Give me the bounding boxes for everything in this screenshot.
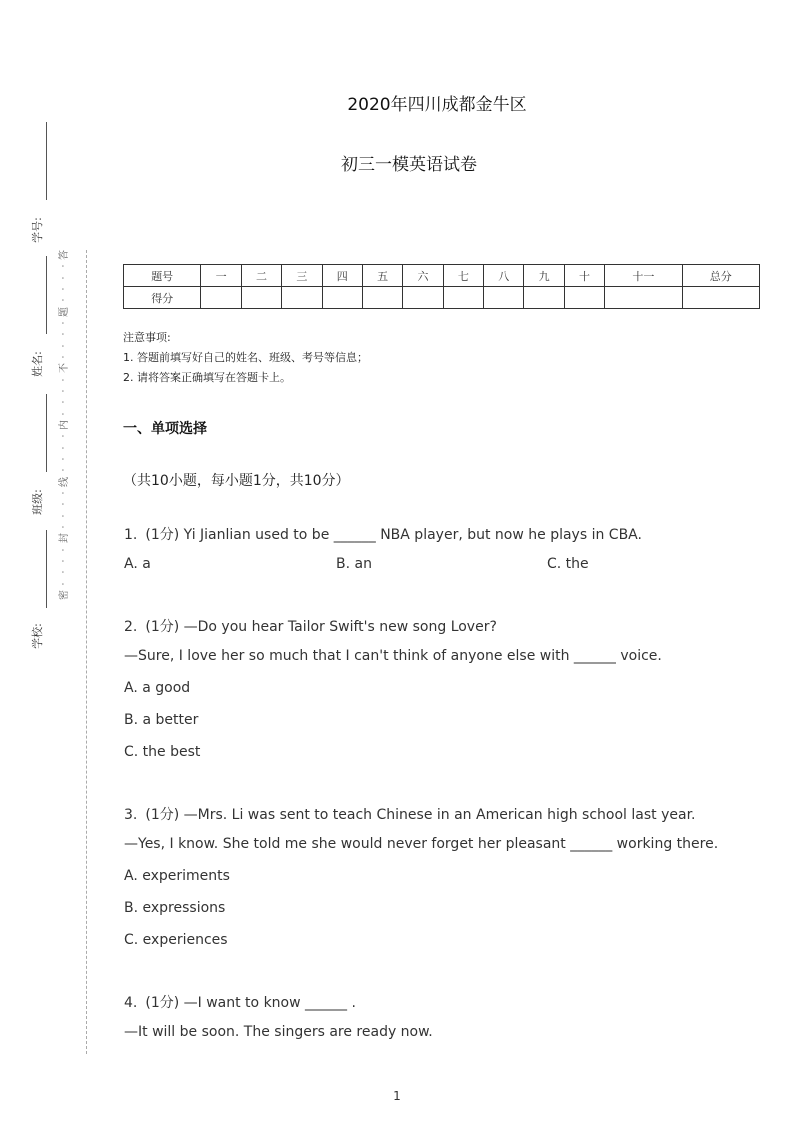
name-line [46, 256, 47, 334]
score-table [123, 264, 760, 309]
seal-char: · [59, 468, 70, 472]
seal-char: · [59, 264, 70, 268]
score-cell [241, 287, 281, 309]
question-2-line2: —Sure, I love her so much that I can't think of anyone else with ______ voice. [124, 648, 662, 664]
question-number: 1. [124, 527, 138, 543]
option-b: B. expressions [124, 900, 226, 916]
class-label: 班级: [30, 489, 44, 515]
option-a: A. a good [124, 680, 191, 696]
seal-char: · [59, 559, 70, 563]
seal-char: · [59, 525, 70, 529]
question-1-stem [124, 524, 642, 544]
score-header-cell: 一 [201, 265, 241, 287]
option-b: B. a better [124, 712, 199, 728]
name-label: 姓名: [30, 351, 44, 377]
seal-dotted-line [86, 250, 87, 1054]
option-c: C. the [547, 556, 589, 572]
seal-char: · [59, 389, 70, 393]
seal-char: 不 [59, 363, 70, 374]
section-title: 一、单项选择 [123, 421, 207, 437]
student-id-label: 学号: [30, 217, 44, 243]
score-cell [282, 287, 322, 309]
seal-char: 题 [59, 306, 70, 317]
seal-char: · [59, 491, 70, 495]
option-a: A. experiments [124, 868, 230, 884]
score-table-score-row [124, 287, 760, 309]
score-cell [443, 287, 483, 309]
seal-char: · [59, 355, 70, 359]
page-number: 1 [393, 1089, 401, 1103]
question-3-line2: —Yes, I know. She told me she would never forget her pleasant ______ working there. [124, 836, 719, 852]
seal-char: 线 [59, 476, 70, 487]
question-4-stem [124, 992, 356, 1012]
score-cell [403, 287, 443, 309]
score-cell [524, 287, 564, 309]
score-table-header-row [124, 265, 760, 287]
student-id-line [46, 122, 47, 200]
seal-char: · [59, 321, 70, 325]
seal-char: · [59, 581, 70, 586]
exam-title-line1: 2020年四川成都金牛区 [347, 95, 527, 115]
seal-char: 密 [59, 589, 70, 600]
score-cell [201, 287, 241, 309]
question-text: (1分) —Do you hear Tailor Swift's new song Lover? [145, 619, 497, 635]
option-c: C. the best [124, 744, 201, 760]
seal-char: · [59, 570, 70, 574]
notes-title: 注意事项: [123, 331, 171, 344]
score-header-cell: 八 [484, 265, 524, 287]
question-2-stem [124, 616, 497, 636]
question-text: (1分) Yi Jianlian used to be ______ NBA player, but now he plays in CBA. [145, 527, 642, 543]
seal-char: · [59, 502, 70, 506]
option-b: B. an [336, 556, 372, 572]
score-cell [605, 287, 682, 309]
notes-item: 2. 请将答案正确填写在答题卡上。 [123, 371, 291, 384]
seal-char: · [59, 378, 70, 382]
score-cell [682, 287, 759, 309]
question-number: 2. [124, 619, 138, 635]
question-text: (1分) —I want to know ______ . [145, 995, 356, 1011]
seal-char: 答 [59, 250, 70, 260]
seal-char: · [59, 445, 70, 450]
seal-char: · [59, 276, 70, 280]
score-header-cell: 四 [322, 265, 362, 287]
question-4-line2: —It will be soon. The singers are ready now. [124, 1024, 433, 1040]
seal-char: · [59, 400, 70, 404]
score-header-cell: 九 [524, 265, 564, 287]
seal-char: 内 [59, 419, 70, 430]
seal-char: · [59, 434, 70, 438]
score-row-label: 得分 [124, 287, 201, 309]
score-header-cell: 题号 [124, 265, 201, 287]
exam-title-line2: 初三一模英语试卷 [341, 155, 477, 175]
score-header-cell: 七 [443, 265, 483, 287]
seal-char: · [59, 457, 70, 461]
score-header-cell: 十一 [605, 265, 682, 287]
seal-char: · [59, 298, 70, 302]
score-cell [362, 287, 402, 309]
option-a: A. a [124, 556, 151, 572]
score-header-cell: 五 [362, 265, 402, 287]
score-header-cell: 六 [403, 265, 443, 287]
score-header-cell: 总分 [682, 265, 759, 287]
class-line [46, 394, 47, 472]
score-header-cell: 十 [564, 265, 604, 287]
section-subtitle: （共10小题，每小题1分，共10分） [123, 473, 350, 489]
score-cell [564, 287, 604, 309]
score-cell [322, 287, 362, 309]
question-number: 3. [124, 807, 138, 823]
school-line [46, 530, 47, 608]
question-number: 4. [124, 995, 138, 1011]
notes-item: 1. 答题前填写好自己的姓名、班级、考号等信息； [123, 351, 368, 364]
seal-char: · [59, 332, 70, 336]
school-label: 学校: [30, 623, 44, 649]
question-3-stem [124, 804, 696, 824]
score-cell [484, 287, 524, 309]
seal-char: · [59, 547, 70, 552]
seal-char: · [59, 513, 70, 518]
seal-char: · [59, 344, 70, 348]
seal-char: · [59, 287, 70, 291]
question-text: (1分) —Mrs. Li was sent to teach Chinese in an American high school last year. [145, 807, 696, 823]
seal-text-column [58, 250, 72, 600]
score-header-cell: 二 [241, 265, 281, 287]
seal-char: · [59, 412, 70, 416]
option-c: C. experiences [124, 932, 228, 948]
score-header-cell: 三 [282, 265, 322, 287]
seal-char: 封 [59, 533, 70, 544]
notes-block [123, 328, 368, 388]
